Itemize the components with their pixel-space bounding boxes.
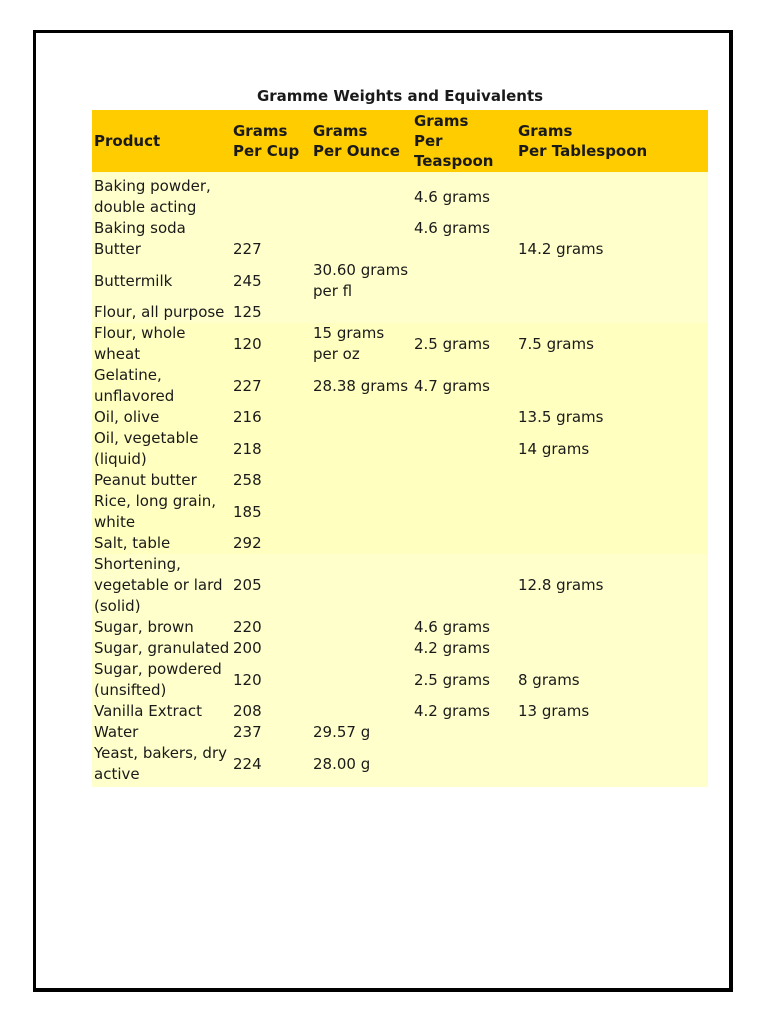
cell-grams-per-tablespoon [516,722,708,743]
cell-grams-per-teaspoon [412,470,516,491]
cell-grams-per-cup: 245 [233,271,262,290]
cell-product: Salt, table [94,534,171,552]
cell-grams-per-tablespoon [516,491,708,533]
table-row [92,533,708,554]
cell-product: Sugar, powdered (unsifted) [94,660,222,699]
cell-grams-per-ounce [311,533,412,554]
weights-table [92,110,708,787]
cell-grams-per-ounce [311,554,412,617]
cell-grams-per-ounce [311,617,412,638]
table-header-row [92,110,708,172]
header-grams-per-cup: Grams Per Cup [231,110,311,172]
cell-product: Butter [94,240,141,258]
cell-grams-per-cup: 227 [233,240,262,258]
cell-grams-per-ounce: 15 grams per oz [313,324,385,363]
table-row [92,491,708,533]
cell-grams-per-teaspoon [412,260,516,302]
table-row [92,554,708,617]
cell-product: Water [94,723,139,741]
cell-grams-per-teaspoon [412,533,516,554]
table-title: Gramme Weights and Equivalents [256,87,544,105]
cell-product: Rice, long grain, white [94,492,217,531]
cell-grams-per-ounce [311,491,412,533]
cell-product: Yeast, bakers, dry active [94,744,228,783]
cell-grams-per-tablespoon: 14.2 grams [518,240,604,258]
cell-product: Peanut butter [94,471,197,489]
cell-grams-per-cup: 200 [233,639,262,657]
cell-grams-per-tablespoon [516,218,708,239]
table-row [92,218,708,239]
header-grams-per-ounce: Grams Per Ounce [311,110,412,172]
cell-product: Shortening, vegetable or lard (solid) [94,555,223,615]
cell-grams-per-cup [231,172,311,218]
cell-grams-per-ounce: 28.38 grams [313,376,409,395]
cell-grams-per-cup: 120 [233,334,262,353]
header-grams-per-tablespoon: Grams Per Tablespoon [516,110,708,172]
cell-grams-per-teaspoon [412,302,516,323]
table-row [92,260,708,302]
table-row [92,172,708,218]
cell-grams-per-ounce [311,428,412,470]
cell-grams-per-cup: 185 [233,502,262,521]
cell-grams-per-tablespoon [516,533,708,554]
table-row [92,659,708,701]
cell-grams-per-ounce [311,239,412,260]
cell-grams-per-cup: 258 [233,471,262,489]
cell-product: Oil, vegetable (liquid) [94,429,199,468]
cell-grams-per-tablespoon: 13.5 grams [518,408,604,426]
cell-grams-per-cup [231,218,311,239]
cell-grams-per-tablespoon [516,617,708,638]
cell-grams-per-ounce [311,172,412,218]
cell-product: Flour, all purpose [94,303,225,321]
table-row [92,302,708,323]
table-row [92,365,708,407]
table-row [92,638,708,659]
cell-product: Baking soda [94,219,186,237]
cell-grams-per-ounce: 29.57 g [313,723,371,741]
cell-grams-per-cup: 220 [233,618,262,636]
cell-product: Sugar, granulated [94,639,230,657]
cell-grams-per-ounce [311,407,412,428]
cell-grams-per-cup: 224 [233,754,262,773]
table-row [92,722,708,743]
cell-grams-per-tablespoon [516,743,708,787]
cell-grams-per-tablespoon [516,302,708,323]
table-row [92,428,708,470]
cell-product: Buttermilk [94,271,173,290]
header-grams-per-teaspoon: Grams Per Teaspoon [412,110,516,172]
table-row [92,470,708,491]
cell-grams-per-teaspoon [412,722,516,743]
cell-grams-per-ounce [311,701,412,722]
cell-grams-per-teaspoon [412,743,516,787]
cell-grams-per-tablespoon: 8 grams [518,670,580,689]
cell-product: Gelatine, unflavored [94,366,175,405]
table-row [92,701,708,722]
cell-grams-per-teaspoon [412,428,516,470]
cell-grams-per-tablespoon [516,365,708,407]
cell-grams-per-teaspoon: 4.7 grams [414,376,490,395]
cell-grams-per-ounce: 30.60 grams per fl [313,261,409,300]
cell-grams-per-cup: 125 [233,303,262,321]
table-row [92,239,708,260]
cell-grams-per-cup: 205 [233,576,262,594]
header-product: Product [92,110,231,172]
cell-grams-per-tablespoon [516,172,708,218]
cell-product: Vanilla Extract [94,702,202,720]
cell-grams-per-cup: 227 [233,376,262,395]
cell-grams-per-teaspoon [412,554,516,617]
cell-grams-per-cup: 208 [233,702,262,720]
cell-product: Baking powder, double acting [94,177,211,216]
cell-grams-per-tablespoon: 13 grams [518,702,590,720]
cell-grams-per-cup: 120 [233,670,262,689]
cell-product: Flour, whole wheat [94,324,186,363]
cell-grams-per-tablespoon: 7.5 grams [518,334,594,353]
cell-grams-per-teaspoon: 4.6 grams [414,618,490,636]
cell-grams-per-tablespoon [516,470,708,491]
cell-grams-per-teaspoon: 4.2 grams [414,639,490,657]
cell-grams-per-teaspoon [412,407,516,428]
cell-product: Oil, olive [94,408,160,426]
table-row [92,743,708,787]
cell-product: Sugar, brown [94,618,194,636]
cell-grams-per-ounce: 28.00 g [313,754,371,773]
cell-grams-per-teaspoon: 4.2 grams [414,702,490,720]
cell-grams-per-ounce [311,638,412,659]
cell-grams-per-cup: 216 [233,408,262,426]
table-row [92,323,708,365]
cell-grams-per-teaspoon: 2.5 grams [414,334,490,353]
cell-grams-per-ounce [311,659,412,701]
cell-grams-per-teaspoon [412,491,516,533]
cell-grams-per-tablespoon: 12.8 grams [518,576,604,594]
cell-grams-per-teaspoon [412,239,516,260]
cell-grams-per-tablespoon: 14 grams [518,439,590,458]
cell-grams-per-teaspoon: 4.6 grams [414,187,490,206]
cell-grams-per-ounce [311,218,412,239]
cell-grams-per-tablespoon [516,260,708,302]
cell-grams-per-teaspoon: 2.5 grams [414,670,490,689]
table-row [92,617,708,638]
table-row [92,407,708,428]
cell-grams-per-cup: 292 [233,534,262,552]
cell-grams-per-cup: 218 [233,439,262,458]
cell-grams-per-ounce [311,302,412,323]
cell-grams-per-cup: 237 [233,723,262,741]
cell-grams-per-ounce [311,470,412,491]
cell-grams-per-teaspoon: 4.6 grams [414,219,490,237]
cell-grams-per-tablespoon [516,638,708,659]
